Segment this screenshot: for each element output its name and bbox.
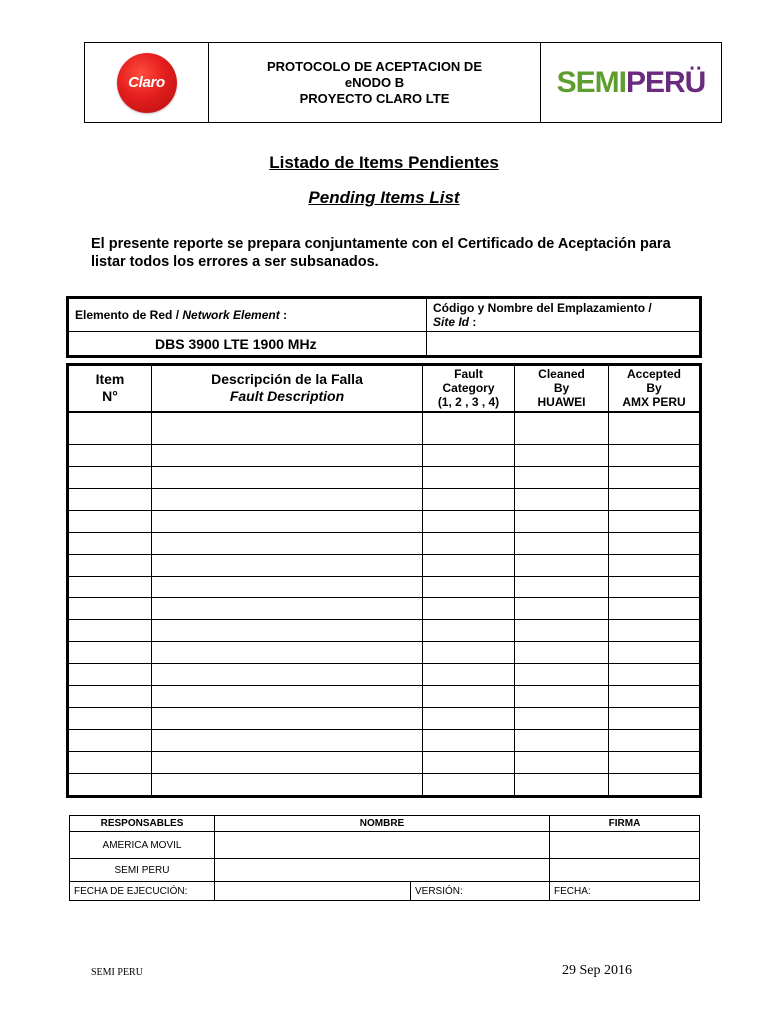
cleaned-cell[interactable] — [515, 466, 609, 488]
network-element-value[interactable]: DBS 3900 LTE 1900 MHz — [69, 332, 427, 356]
col-description-header: Descripción de la Falla Fault Description — [152, 366, 423, 412]
category-cell[interactable] — [423, 412, 515, 445]
page-title: Listado de Items Pendientes — [269, 153, 499, 172]
america-movil-name-field[interactable] — [215, 832, 550, 859]
category-cell[interactable] — [423, 620, 515, 642]
description-cell[interactable] — [152, 620, 423, 642]
site-id-value[interactable] — [427, 332, 700, 356]
category-cell[interactable] — [423, 444, 515, 466]
table-row — [69, 554, 700, 576]
description-cell[interactable] — [152, 554, 423, 576]
item-number-cell[interactable] — [69, 444, 152, 466]
semi-peru-signature-field[interactable] — [550, 859, 700, 882]
description-cell[interactable] — [152, 412, 423, 445]
cleaned-cell[interactable] — [515, 412, 609, 445]
col-accepted-header: Accepted By AMX PERU — [609, 366, 700, 412]
claro-logo: Claro — [117, 53, 177, 113]
item-number-cell[interactable] — [69, 412, 152, 445]
accepted-cell[interactable] — [609, 412, 700, 445]
header-title — [209, 43, 541, 122]
network-element-label: Elemento de Red / Network Element : — [69, 299, 427, 332]
table-row — [69, 598, 700, 620]
category-cell[interactable] — [423, 708, 515, 730]
footer-company: SEMI PERU — [91, 967, 143, 978]
description-cell[interactable] — [152, 598, 423, 620]
description-cell[interactable] — [152, 532, 423, 554]
description-cell[interactable] — [152, 730, 423, 752]
description-cell[interactable] — [152, 773, 423, 795]
cleaned-cell[interactable] — [515, 664, 609, 686]
description-cell[interactable] — [152, 708, 423, 730]
firma-header: FIRMA — [550, 816, 700, 832]
col-item-header: Item N° — [69, 366, 152, 412]
accepted-cell[interactable] — [609, 730, 700, 752]
table-row — [69, 620, 700, 642]
table-row — [69, 412, 700, 445]
claro-logo-cell — [85, 43, 209, 122]
page-subtitle: Pending Items List — [308, 188, 460, 207]
pending-items-table — [66, 363, 702, 798]
accepted-cell[interactable] — [609, 466, 700, 488]
network-element-box — [66, 296, 702, 358]
description-cell[interactable] — [152, 466, 423, 488]
description-cell[interactable] — [152, 576, 423, 598]
cleaned-cell[interactable] — [515, 708, 609, 730]
cleaned-cell[interactable] — [515, 730, 609, 752]
category-cell[interactable] — [423, 642, 515, 664]
version-label: VERSIÓN: — [411, 882, 550, 901]
accepted-cell[interactable] — [609, 664, 700, 686]
cleaned-cell[interactable] — [515, 444, 609, 466]
cleaned-cell[interactable] — [515, 686, 609, 708]
description-cell[interactable] — [152, 488, 423, 510]
table-row — [69, 752, 700, 774]
category-cell[interactable] — [423, 488, 515, 510]
fecha-ejecucion-label: FECHA DE EJECUCIÓN: — [70, 882, 215, 901]
table-row — [69, 532, 700, 554]
description-cell[interactable] — [152, 642, 423, 664]
category-cell[interactable] — [423, 686, 515, 708]
item-number-cell[interactable] — [69, 598, 152, 620]
table-row — [69, 444, 700, 466]
accepted-cell[interactable] — [609, 620, 700, 642]
item-number-cell[interactable] — [69, 576, 152, 598]
document-header — [84, 42, 722, 123]
cleaned-cell[interactable] — [515, 752, 609, 774]
cleaned-cell[interactable] — [515, 488, 609, 510]
america-movil-label: AMERICA MOVIL — [70, 832, 215, 859]
accepted-cell[interactable] — [609, 598, 700, 620]
header-title-line: PROTOCOLO DE ACEPTACION DE — [267, 58, 482, 74]
item-number-cell[interactable] — [69, 773, 152, 795]
accepted-cell[interactable] — [609, 444, 700, 466]
responsables-header: RESPONSABLES — [70, 816, 215, 832]
item-number-cell[interactable] — [69, 532, 152, 554]
cleaned-cell[interactable] — [515, 554, 609, 576]
cleaned-cell[interactable] — [515, 532, 609, 554]
item-number-cell[interactable] — [69, 730, 152, 752]
fecha-ejecucion-field[interactable] — [215, 882, 411, 901]
description-cell[interactable] — [152, 686, 423, 708]
item-rows — [69, 412, 700, 796]
category-cell[interactable] — [423, 598, 515, 620]
category-cell[interactable] — [423, 554, 515, 576]
accepted-cell[interactable] — [609, 532, 700, 554]
america-movil-signature-field[interactable] — [550, 832, 700, 859]
category-cell[interactable] — [423, 532, 515, 554]
item-number-cell[interactable] — [69, 708, 152, 730]
intro-paragraph: El presente reporte se prepara conjuntamente con el Certificado de Aceptación para listar todos los errores a ser subsanados. — [91, 236, 671, 270]
semiperu-logo: SEMI PERÜ — [556, 65, 706, 99]
category-cell[interactable] — [423, 510, 515, 532]
category-cell[interactable] — [423, 576, 515, 598]
item-number-cell[interactable] — [69, 554, 152, 576]
table-row — [69, 576, 700, 598]
semi-peru-name-field[interactable] — [215, 859, 550, 882]
table-row — [69, 488, 700, 510]
category-cell[interactable] — [423, 730, 515, 752]
header-title-line: PROYECTO CLARO LTE — [299, 90, 450, 106]
item-number-cell[interactable] — [69, 642, 152, 664]
description-cell[interactable] — [152, 664, 423, 686]
cleaned-cell[interactable] — [515, 510, 609, 532]
signatures-table — [69, 815, 700, 901]
category-cell[interactable] — [423, 773, 515, 795]
cleaned-cell[interactable] — [515, 620, 609, 642]
table-row — [69, 773, 700, 795]
col-category-header: Fault Category (1, 2 , 3 , 4) — [423, 366, 515, 412]
accepted-cell[interactable] — [609, 488, 700, 510]
cleaned-cell[interactable] — [515, 773, 609, 795]
footer-date: 29 Sep 2016 — [562, 963, 632, 978]
fecha-label: FECHA: — [550, 882, 700, 901]
category-cell[interactable] — [423, 466, 515, 488]
category-cell[interactable] — [423, 664, 515, 686]
cleaned-cell[interactable] — [515, 598, 609, 620]
nombre-header: NOMBRE — [215, 816, 550, 832]
accepted-cell[interactable] — [609, 510, 700, 532]
cleaned-cell[interactable] — [515, 576, 609, 598]
table-row — [69, 708, 700, 730]
accepted-cell[interactable] — [609, 554, 700, 576]
item-number-cell[interactable] — [69, 664, 152, 686]
table-row — [69, 642, 700, 664]
cleaned-cell[interactable] — [515, 642, 609, 664]
table-row — [69, 510, 700, 532]
accepted-cell[interactable] — [609, 576, 700, 598]
accepted-cell[interactable] — [609, 708, 700, 730]
item-number-cell[interactable] — [69, 488, 152, 510]
accepted-cell[interactable] — [609, 686, 700, 708]
table-row — [69, 730, 700, 752]
description-cell[interactable] — [152, 752, 423, 774]
accepted-cell[interactable] — [609, 752, 700, 774]
accepted-cell[interactable] — [609, 773, 700, 795]
item-number-cell[interactable] — [69, 510, 152, 532]
category-cell[interactable] — [423, 752, 515, 774]
description-cell[interactable] — [152, 444, 423, 466]
semiperu-logo-cell — [541, 43, 721, 122]
item-number-cell[interactable] — [69, 466, 152, 488]
item-number-cell[interactable] — [69, 752, 152, 774]
item-number-cell[interactable] — [69, 686, 152, 708]
description-cell[interactable] — [152, 510, 423, 532]
semi-peru-label: SEMI PERU — [70, 859, 215, 882]
header-title-line: eNODO B — [344, 74, 405, 90]
site-id-label: Código y Nombre del Emplazamiento / Site Id : — [427, 299, 700, 332]
col-cleaned-header: Cleaned By HUAWEI — [515, 366, 609, 412]
table-row — [69, 466, 700, 488]
item-number-cell[interactable] — [69, 620, 152, 642]
table-row — [69, 686, 700, 708]
accepted-cell[interactable] — [609, 642, 700, 664]
table-row — [69, 664, 700, 686]
